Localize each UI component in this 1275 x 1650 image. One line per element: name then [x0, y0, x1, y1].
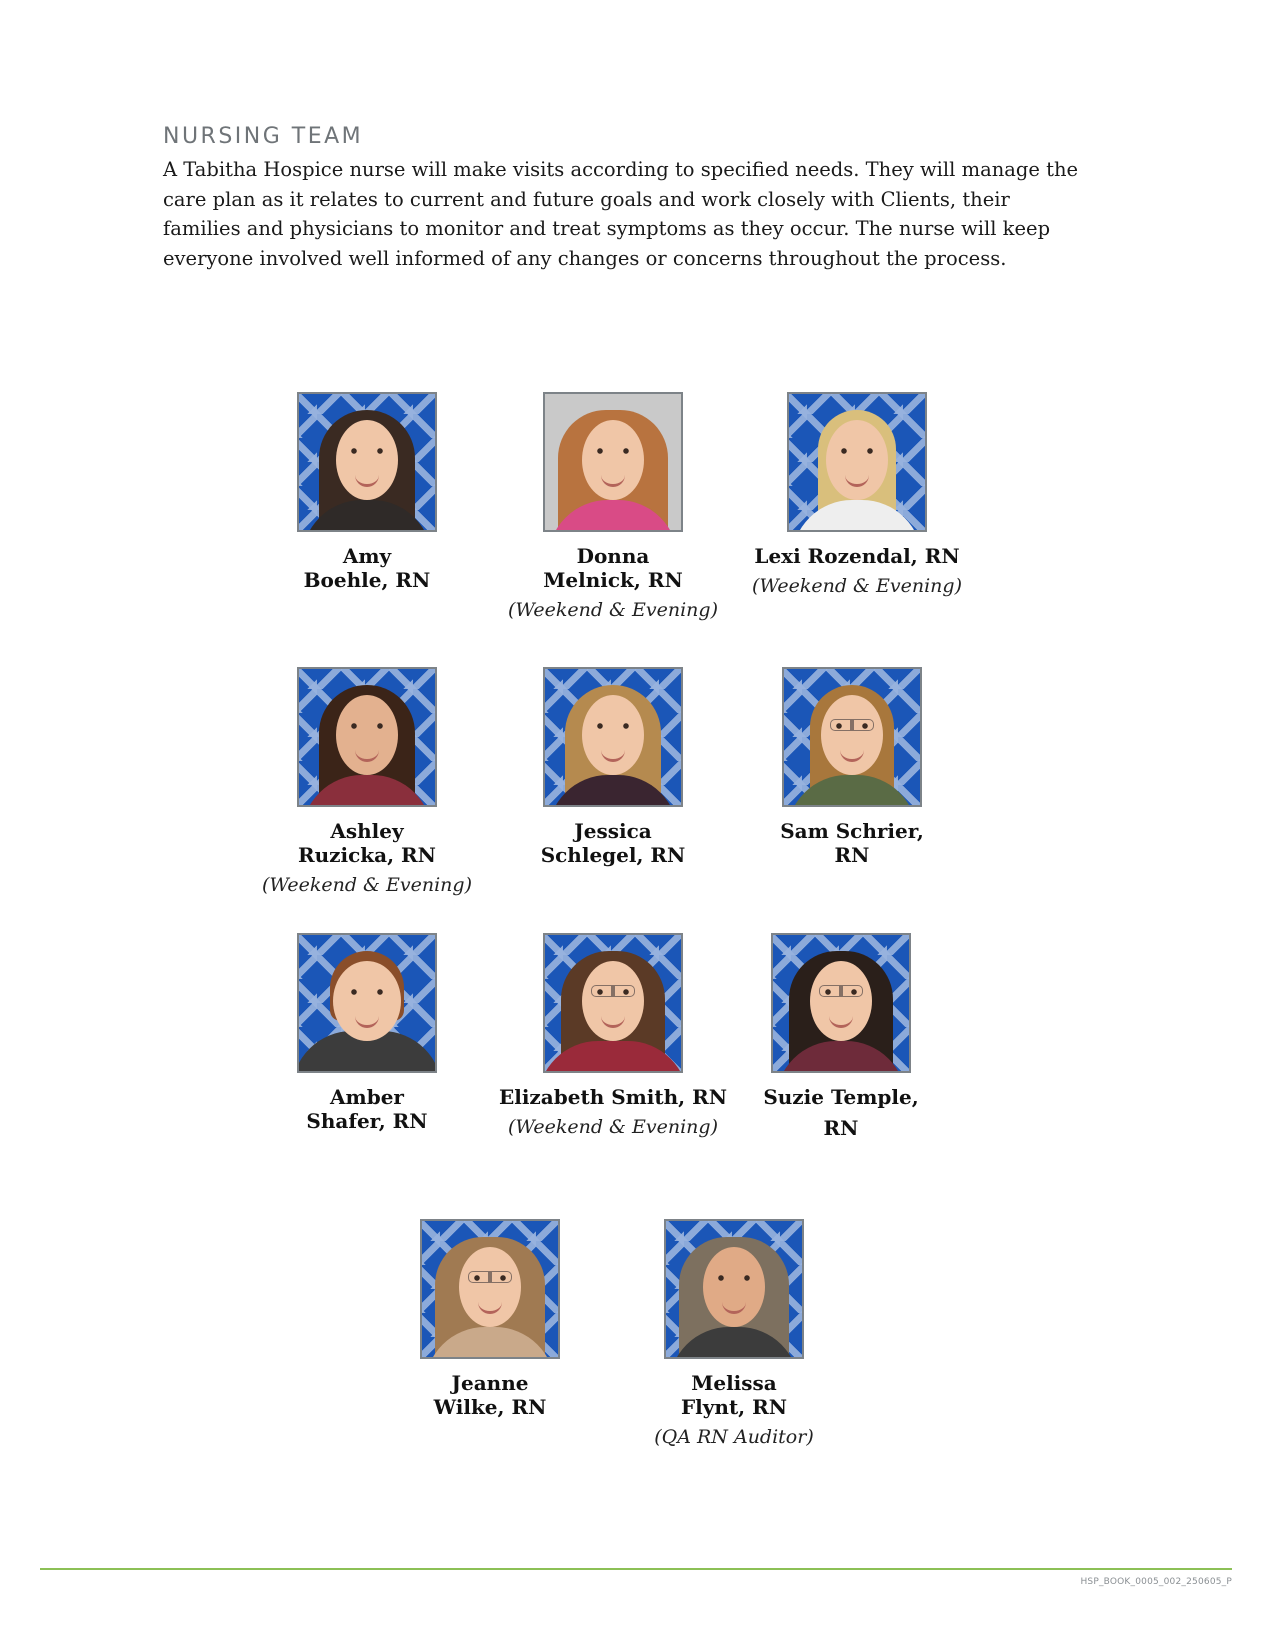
portrait-photo	[787, 392, 927, 532]
member-name-line2: Melnick, RN	[543, 568, 683, 592]
member-name-line2: Boehle, RN	[303, 568, 431, 592]
member-role-note: (QA RN Auditor)	[654, 1426, 814, 1448]
member-name	[360, 1371, 620, 1419]
section-intro: A Tabitha Hospice nurse will make visits according to specified needs. They will manage the care plan as it relates to current and future goals and work closely with Clients, their families and physicians to monitor and treat symptoms as they occur. The nurse will keep everyone involved well informed of any changes or concerns throughout the process.	[163, 158, 1079, 270]
member-name	[483, 819, 743, 867]
member-name	[237, 819, 497, 867]
member-name-line2: Flynt, RN	[680, 1395, 788, 1419]
member-name-line2: RN	[834, 843, 870, 867]
portrait-photo	[782, 667, 922, 807]
section-heading: NURSING TEAM	[163, 124, 364, 149]
team-member-card	[483, 667, 743, 867]
member-name-line1: Lexi Rozendal, RN	[754, 544, 960, 568]
document-code: HSP_BOOK_0005_002_250605_P	[1080, 1577, 1232, 1587]
footer-divider	[40, 1568, 1232, 1570]
member-name	[727, 544, 987, 568]
member-name-line1: Suzie Temple,	[763, 1085, 919, 1109]
member-name-line1: Ashley	[330, 819, 404, 843]
member-name-line2: Schlegel, RN	[540, 843, 686, 867]
portrait-photo	[297, 933, 437, 1073]
team-member-card	[360, 1219, 620, 1419]
member-name-line1: Jessica	[574, 819, 652, 843]
member-name-line1: Amy	[342, 544, 392, 568]
team-member-card	[722, 667, 982, 867]
member-name	[483, 1085, 743, 1109]
team-member-card	[237, 933, 497, 1133]
member-name	[711, 1085, 971, 1140]
portrait-photo	[543, 667, 683, 807]
member-name	[237, 544, 497, 592]
member-name-line1: Jeanne	[451, 1371, 529, 1395]
member-name-line1: Melissa	[691, 1371, 777, 1395]
member-name-line2: RN	[823, 1116, 859, 1140]
portrait-photo	[543, 933, 683, 1073]
portrait-photo	[543, 392, 683, 532]
member-name-line1: Donna	[576, 544, 650, 568]
portrait-photo	[297, 392, 437, 532]
member-name-line2: Wilke, RN	[433, 1395, 547, 1419]
member-schedule-note: (Weekend & Evening)	[507, 1116, 718, 1138]
portrait-photo	[420, 1219, 560, 1359]
member-name	[237, 1085, 497, 1133]
portrait-photo	[664, 1219, 804, 1359]
team-member-card	[237, 667, 497, 897]
team-member-card	[711, 933, 971, 1140]
member-schedule-note: (Weekend & Evening)	[507, 599, 718, 621]
member-name	[722, 819, 982, 867]
member-name-line2: Shafer, RN	[306, 1109, 428, 1133]
member-schedule-note: (Weekend & Evening)	[751, 575, 962, 597]
team-member-card	[483, 933, 743, 1139]
team-member-card	[237, 392, 497, 592]
team-member-card	[483, 392, 743, 622]
portrait-photo	[771, 933, 911, 1073]
portrait-photo	[297, 667, 437, 807]
member-name	[604, 1371, 864, 1419]
member-schedule-note: (Weekend & Evening)	[261, 874, 472, 896]
member-name-line2: Ruzicka, RN	[298, 843, 436, 867]
team-member-card	[727, 392, 987, 598]
team-member-card	[604, 1219, 864, 1449]
member-name-line1: Elizabeth Smith, RN	[498, 1085, 728, 1109]
member-name-line1: Sam Schrier,	[780, 819, 924, 843]
member-name	[483, 544, 743, 592]
member-name-line1: Amber	[330, 1085, 404, 1109]
